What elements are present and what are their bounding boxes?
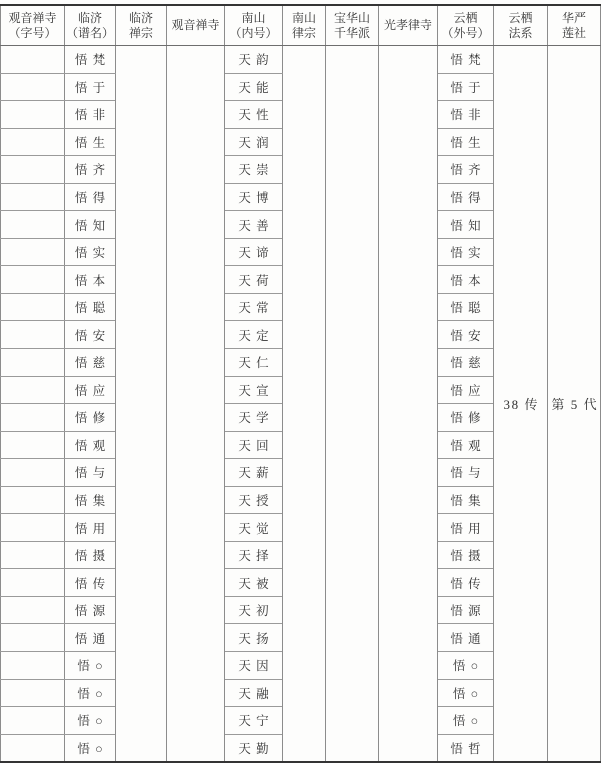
lineage-table: [0, 4, 601, 763]
guanyin-zihao-cell-r6: [1, 183, 65, 211]
column-header-line: 律宗: [291, 25, 316, 40]
linji-puming-cell-r1: 悟梵: [65, 46, 116, 74]
column-header-line: （谱名）: [65, 25, 114, 40]
column-header-huayan-lianshe: [548, 5, 601, 46]
nanshan-neihao-cell-r25: 天宁: [225, 707, 283, 735]
column-header-nanshan-lvzong: [283, 5, 326, 46]
nanshan-neihao-cell-r5: 天崇: [225, 156, 283, 184]
linji-puming-cell-r3: 悟非: [65, 101, 116, 129]
column-header-line: 云栖: [508, 11, 533, 25]
linji-puming-cell-r18: 悟用: [65, 514, 116, 542]
column-header-line: 临济: [77, 11, 102, 25]
guanyin-zihao-cell-r8: [1, 238, 65, 266]
guanyin-zihao-cell-r15: [1, 431, 65, 459]
linji-puming-cell-r26: 悟○: [65, 734, 116, 762]
column-header-line: 法系: [508, 25, 533, 40]
nanshan-neihao-cell-r20: 天被: [225, 569, 283, 597]
guanyin-chansi-merged-cell: [167, 46, 225, 763]
nanshan-neihao-cell-r6: 天博: [225, 183, 283, 211]
column-header-baohuashan-qianhuapai: [326, 5, 379, 46]
linji-puming-cell-r5: 悟齐: [65, 156, 116, 184]
column-header-line: 南山: [291, 11, 316, 25]
linji-puming-cell-r2: 悟于: [65, 73, 116, 101]
column-header-line: 宝华山: [333, 11, 370, 25]
yunqi-waihao-cell-r21: 悟源: [438, 596, 494, 624]
table-body: [1, 46, 601, 763]
column-header-linji-puming: [65, 5, 116, 46]
linji-puming-cell-r20: 悟传: [65, 569, 116, 597]
nanshan-neihao-cell-r8: 天谛: [225, 238, 283, 266]
linji-puming-cell-r10: 悟聪: [65, 293, 116, 321]
guanyin-zihao-cell-r19: [1, 541, 65, 569]
column-header-line: 莲社: [561, 25, 586, 40]
column-header-line: 观音禅寺: [8, 11, 57, 25]
nanshan-neihao-cell-r17: 天授: [225, 486, 283, 514]
nanshan-neihao-cell-r26: 天勤: [225, 734, 283, 762]
yunqi-waihao-cell-r1: 悟梵: [438, 46, 494, 74]
column-header-line: 云栖: [453, 11, 478, 25]
column-header-line: 临济: [128, 11, 153, 25]
nanshan-neihao-cell-r7: 天善: [225, 211, 283, 239]
nanshan-neihao-cell-r22: 天扬: [225, 624, 283, 652]
linji-puming-cell-r15: 悟观: [65, 431, 116, 459]
column-header-line: （内号）: [229, 25, 278, 40]
nanshan-neihao-cell-r3: 天性: [225, 101, 283, 129]
guanyin-zihao-cell-r26: [1, 734, 65, 762]
linji-puming-cell-r12: 悟慈: [65, 349, 116, 377]
yunqi-waihao-cell-r17: 悟集: [438, 486, 494, 514]
yunqi-waihao-cell-r25: 悟○: [438, 707, 494, 735]
guangxiao-lvsi-merged-cell: [379, 46, 438, 763]
linji-puming-cell-r19: 悟摄: [65, 541, 116, 569]
linji-puming-cell-r21: 悟源: [65, 596, 116, 624]
column-header-yunqi-faxi: [494, 5, 548, 46]
yunqi-waihao-cell-r22: 悟通: [438, 624, 494, 652]
column-header-line: 光孝律寺: [383, 18, 432, 33]
nanshan-neihao-cell-r4: 天润: [225, 128, 283, 156]
column-header-line: （字号）: [8, 25, 57, 40]
table-row: [1, 46, 601, 74]
yunqi-waihao-cell-r18: 悟用: [438, 514, 494, 542]
yunqi-waihao-cell-r12: 悟慈: [438, 349, 494, 377]
yunqi-waihao-cell-r26: 悟哲: [438, 734, 494, 762]
column-header-yunqi-waihao: [438, 5, 494, 46]
guanyin-zihao-cell-r22: [1, 624, 65, 652]
nanshan-neihao-cell-r14: 天学: [225, 404, 283, 432]
yunqi-waihao-cell-r19: 悟摄: [438, 541, 494, 569]
yunqi-waihao-cell-r16: 悟与: [438, 459, 494, 487]
huayan-lianshe-merged-cell: 第 5 代: [548, 46, 601, 763]
nanshan-neihao-cell-r9: 天荷: [225, 266, 283, 294]
linji-puming-cell-r16: 悟与: [65, 459, 116, 487]
yunqi-faxi-merged-cell: 38 传: [494, 46, 548, 763]
guanyin-zihao-cell-r16: [1, 459, 65, 487]
yunqi-waihao-cell-r8: 悟实: [438, 238, 494, 266]
column-header-guangxiao-lvsi: [379, 5, 438, 46]
yunqi-waihao-cell-r6: 悟得: [438, 183, 494, 211]
linji-puming-cell-r24: 悟○: [65, 679, 116, 707]
column-header-line: （外号）: [441, 25, 490, 40]
yunqi-waihao-cell-r2: 悟于: [438, 73, 494, 101]
baohuashan-qianhuapai-merged-cell: [326, 46, 379, 763]
nanshan-neihao-cell-r18: 天觉: [225, 514, 283, 542]
column-header-guanyin-zihao: [1, 5, 65, 46]
linji-puming-cell-r6: 悟得: [65, 183, 116, 211]
guanyin-zihao-cell-r23: [1, 652, 65, 680]
linji-puming-cell-r7: 悟知: [65, 211, 116, 239]
column-header-line: 观音禅寺: [171, 18, 220, 33]
header-row: [1, 5, 601, 46]
guanyin-zihao-cell-r9: [1, 266, 65, 294]
linji-puming-cell-r8: 悟实: [65, 238, 116, 266]
guanyin-zihao-cell-r2: [1, 73, 65, 101]
column-header-line: 华严: [561, 11, 586, 25]
linji-puming-cell-r22: 悟通: [65, 624, 116, 652]
column-header-nanshan-neihao: [225, 5, 283, 46]
linji-puming-cell-r25: 悟○: [65, 707, 116, 735]
yunqi-waihao-cell-r7: 悟知: [438, 211, 494, 239]
linji-puming-cell-r23: 悟○: [65, 652, 116, 680]
column-header-line: 禅宗: [128, 25, 153, 40]
yunqi-waihao-cell-r23: 悟○: [438, 652, 494, 680]
yunqi-waihao-cell-r15: 悟观: [438, 431, 494, 459]
nanshan-neihao-cell-r11: 天定: [225, 321, 283, 349]
nanshan-neihao-cell-r1: 天韵: [225, 46, 283, 74]
linji-puming-cell-r9: 悟本: [65, 266, 116, 294]
nanshan-neihao-cell-r23: 天因: [225, 652, 283, 680]
guanyin-zihao-cell-r21: [1, 596, 65, 624]
linji-puming-cell-r4: 悟生: [65, 128, 116, 156]
yunqi-waihao-cell-r10: 悟聪: [438, 293, 494, 321]
guanyin-zihao-cell-r5: [1, 156, 65, 184]
yunqi-waihao-cell-r20: 悟传: [438, 569, 494, 597]
guanyin-zihao-cell-r14: [1, 404, 65, 432]
guanyin-zihao-cell-r11: [1, 321, 65, 349]
nanshan-neihao-cell-r2: 天能: [225, 73, 283, 101]
yunqi-waihao-cell-r14: 悟修: [438, 404, 494, 432]
linji-puming-cell-r14: 悟修: [65, 404, 116, 432]
nanshan-neihao-cell-r21: 天初: [225, 596, 283, 624]
guanyin-zihao-cell-r3: [1, 101, 65, 129]
guanyin-zihao-cell-r4: [1, 128, 65, 156]
yunqi-waihao-cell-r13: 悟应: [438, 376, 494, 404]
column-header-linji-chanzong: [116, 5, 167, 46]
yunqi-waihao-cell-r3: 悟非: [438, 101, 494, 129]
table-header: [1, 5, 601, 46]
nanshan-lvzong-merged-cell: [283, 46, 326, 763]
guanyin-zihao-cell-r12: [1, 349, 65, 377]
nanshan-neihao-cell-r12: 天仁: [225, 349, 283, 377]
guanyin-zihao-cell-r25: [1, 707, 65, 735]
nanshan-neihao-cell-r16: 天薪: [225, 459, 283, 487]
nanshan-neihao-cell-r10: 天常: [225, 293, 283, 321]
linji-puming-cell-r13: 悟应: [65, 376, 116, 404]
guanyin-zihao-cell-r1: [1, 46, 65, 74]
nanshan-neihao-cell-r19: 天择: [225, 541, 283, 569]
guanyin-zihao-cell-r20: [1, 569, 65, 597]
guanyin-zihao-cell-r7: [1, 211, 65, 239]
nanshan-neihao-cell-r24: 天融: [225, 679, 283, 707]
guanyin-zihao-cell-r24: [1, 679, 65, 707]
yunqi-waihao-cell-r24: 悟○: [438, 679, 494, 707]
column-header-line: 千华派: [333, 25, 370, 40]
linji-puming-cell-r17: 悟集: [65, 486, 116, 514]
yunqi-waihao-cell-r5: 悟齐: [438, 156, 494, 184]
nanshan-neihao-cell-r13: 天宣: [225, 376, 283, 404]
guanyin-zihao-cell-r13: [1, 376, 65, 404]
yunqi-waihao-cell-r9: 悟本: [438, 266, 494, 294]
guanyin-zihao-cell-r18: [1, 514, 65, 542]
yunqi-waihao-cell-r4: 悟生: [438, 128, 494, 156]
guanyin-zihao-cell-r17: [1, 486, 65, 514]
linji-puming-cell-r11: 悟安: [65, 321, 116, 349]
yunqi-waihao-cell-r11: 悟安: [438, 321, 494, 349]
column-header-line: 南山: [241, 11, 266, 25]
guanyin-zihao-cell-r10: [1, 293, 65, 321]
column-header-guanyin-chansi: [167, 5, 225, 46]
linji-chanzong-merged-cell: [116, 46, 167, 763]
nanshan-neihao-cell-r15: 天回: [225, 431, 283, 459]
